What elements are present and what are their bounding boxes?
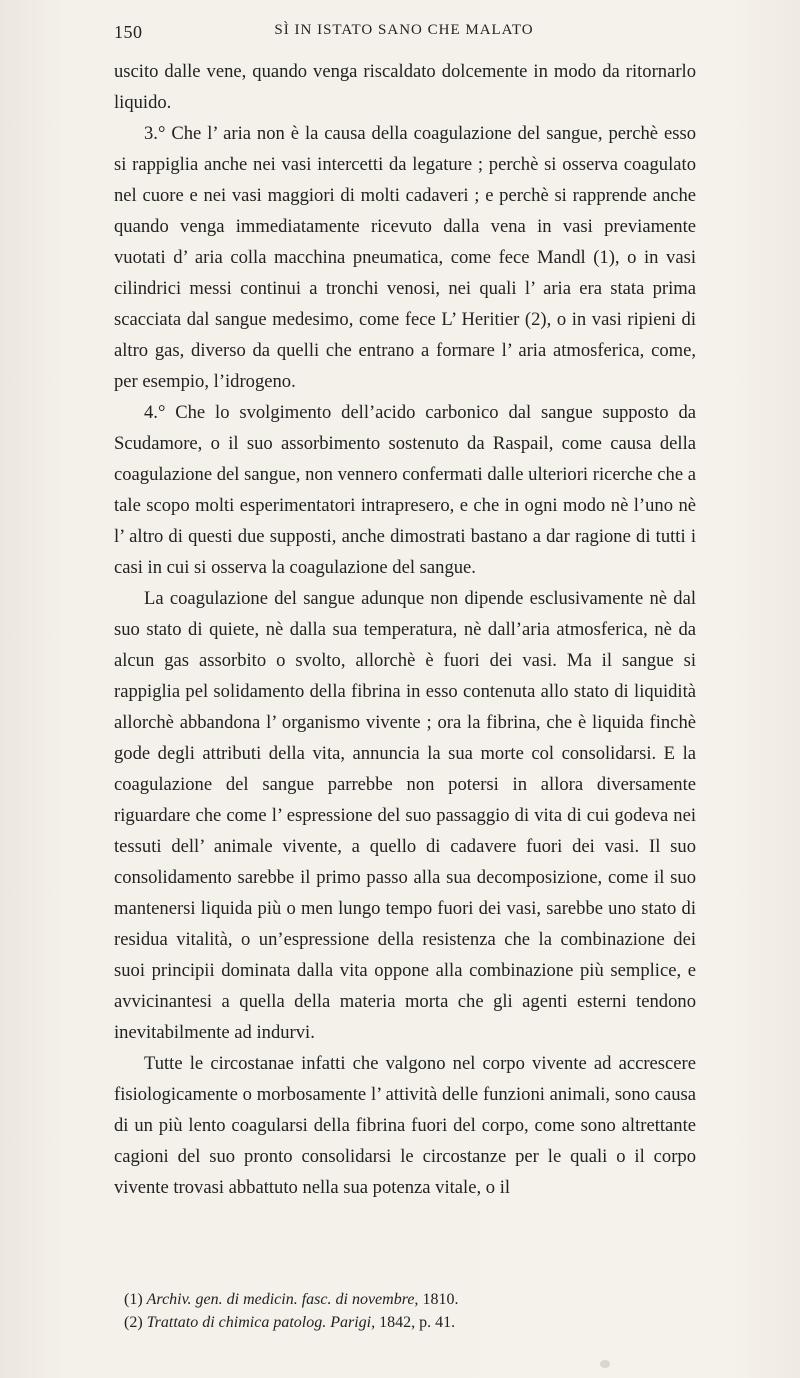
ink-smudge [600,1360,610,1368]
footnote [114,1311,696,1334]
paragraph-circumstances: Tutte le circostanae infatti che valgono nel corpo vivente ad accrescere fisiologicamente o morbosamente l’ attività delle funzioni animali, sono causa di un più lento coagularsi della fibrina fuori del corpo, come sono altrettante cagioni del suo pronto consolidarsi le circostanze per le quali o il corpo vivente trovasi abbattuto nella sua potenza vitale, o il [114,1053,696,1198]
paragraph-continuation: uscito dalle vene, quando venga riscaldato dolcemente in modo da ritornarlo liquido. [114,61,696,113]
footnote-marker: (2) [124,1314,143,1331]
footnote-source: Trattato di chimica patolog. Parigi, [146,1314,376,1331]
body-text [114,56,696,1203]
paragraph-point-3: 3.° Che l’ aria non è la causa della coagulazione del sangue, perchè esso si rappiglia anche nei vasi intercetti da legature ; perchè si osserva coagulato nel cuore e nei vasi maggiori di molti cadaveri ; e perchè si rapprende anche quando venga immediatamente ricevuto dalla vena in vasi previamente vuotati d’ aria colla macchina pneumatica, come fece Mandl (1), o in vasi cilindrici messi continui a tronchi venosi, nei quali l’ aria era stata prima scacciata dal sangue medesimo, come fece L’ Heritier (2), o in vasi ripieni di altro gas, diverso da quelli che entrano a formare l’ aria atmosferica, come, per esempio, l’idrogeno. [114,123,696,392]
page-header [114,22,694,46]
footnote-marker: (1) [124,1291,143,1308]
page-number: 150 [114,22,143,42]
footnote [114,1288,696,1311]
paragraph-conclusion: La coagulazione del sangue adunque non dipende esclusivamente nè dal suo stato di quiete, nè dalla sua temperatura, nè dall’aria atmosferica, nè da alcun gas assorbito o svolto, allorchè è fuori dei vasi. Ma il sangue si rappiglia pel solidamento della fibrina in esso contenuta allo stato di liquidità allorchè abbandona l’ organismo vivente ; ora la fibrina, che è liquida finchè gode degli attributi della vita, annuncia la sua morte col consolidarsi. E la coagulazione del sangue parrebbe non potersi in allora diversamente riguardare che come l’ espressione del suo passaggio di vita di cui godeva nei tessuti dell’ animale vivente, a quello di cadavere fuori dei vasi. Il suo consolidamento sarebbe il primo passo alla sua decomposizione, come il suo mantenersi liquida più o men lungo tempo fuori dei vasi, sarebbe uno stato di residua vitalità, o un’espressione della resistenza che la combinazione dei suoi principii dominata dalla vita oppone alla combinazione più semplice, e avvicinantesi a quella della materia morta che gli agenti esterni tendono inevitabilmente ad indurvi. [114,588,696,1043]
running-head: SÌ IN ISTATO SANO CHE MALATO [274,22,534,38]
paragraph-point-4: 4.° Che lo svolgimento dell’acido carbonico dal sangue supposto da Scudamore, o il suo assorbimento sostenuto da Raspail, come causa della coagulazione del sangue, non vennero confermati dalle ulteriori ricerche che a tale scopo molti esperimentatori intrapresero, e che in ogni modo nè l’uno nè l’ altro di questi due supposti, anche dimostrati bastano a dar ragione di tutti i casi in cui si osserva la coagulazione del sangue. [114,402,696,578]
footnote-source: Archiv. gen. di medicin. fasc. di novembre, [146,1291,419,1308]
footnotes [114,1288,696,1334]
footnote-details: 1810. [418,1291,459,1308]
footnote-details: 1842, p. 41. [375,1314,456,1331]
